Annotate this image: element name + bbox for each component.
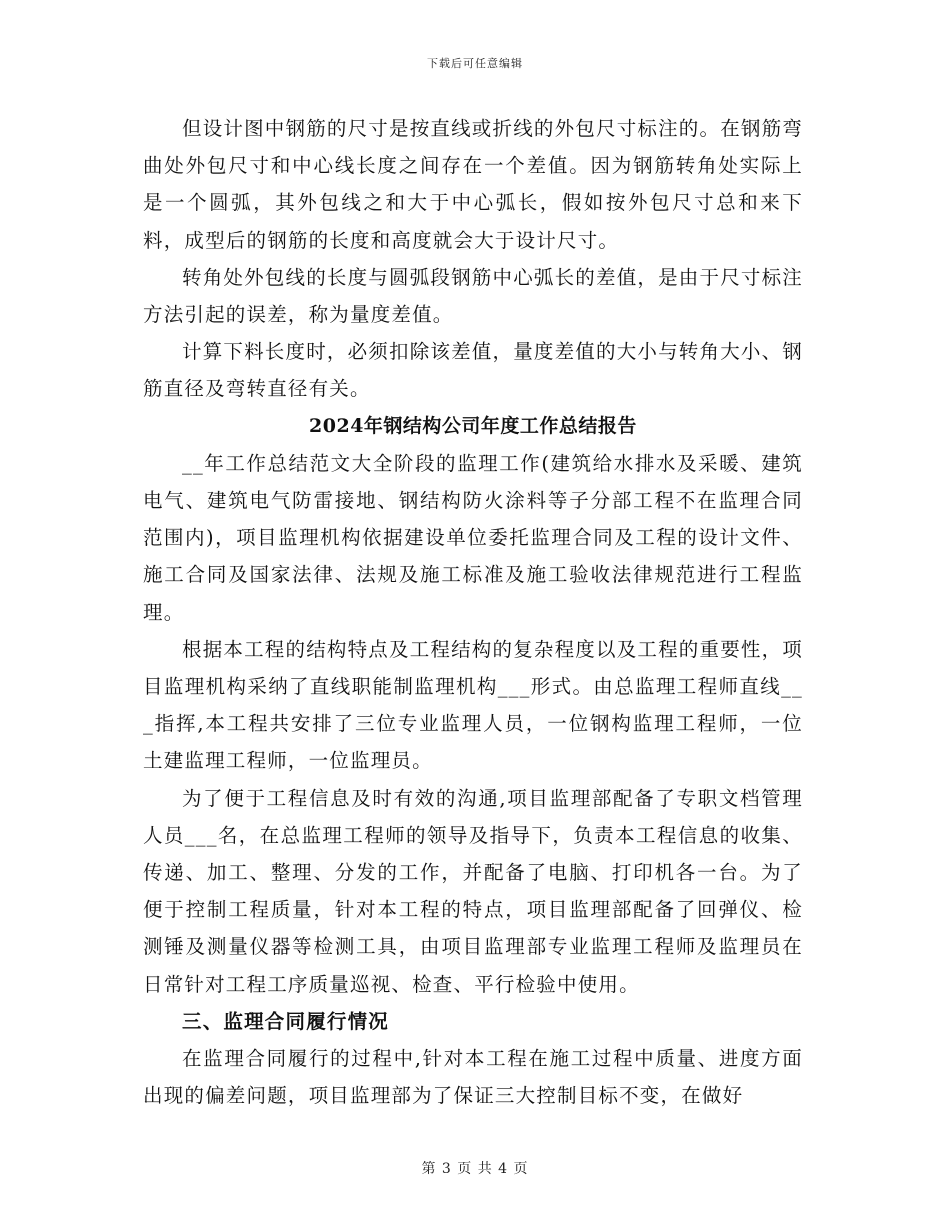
page-header: 下载后可任意编辑 bbox=[427, 57, 523, 70]
section-heading: 三、监理合同履行情况 bbox=[182, 1009, 390, 1033]
paragraph: 转角处外包线的长度与圆弧段钢筋中心弧长的差值，是由于尺寸标注方法引起的误差，称为量度差值。 bbox=[143, 265, 804, 327]
report-title: 2024年钢结构公司年度工作总结报告 bbox=[309, 414, 637, 437]
paragraph: 为了便于工程信息及时有效的沟通,项目监理部配备了专职文档管理人员___名，在总监理工程师的领导及指导下，负责本工程信息的收集、传递、加工、整理、分发的工作，并配备了电脑、打印机各一台。为了便于控制工程质量，针对本工程的特点，项目监理部配备了回弹仪、检测锤及测量仪器等检测工具，由项目监理部专业监理工程师及监理员在日常针对工程工序质量巡视、检查、平行检验中使用。 bbox=[143, 786, 803, 996]
paragraph: __年工作总结范文大全阶段的监理工作(建筑给水排水及采暖、建筑电气、建筑电气防雷接地、钢结构防火涂料等子分部工程不在监理合同范围内)，项目监理机构依据建设单位委托监理合同及工程的设计文件、施工合同及国家法律、法规及施工标准及施工验收法律规范进行工程监理。 bbox=[143, 451, 803, 624]
paragraph: 在监理合同履行的过程中,针对本工程在施工过程中质量、进度方面出现的偏差问题，项目监理部为了保证三大控制目标不变，在做好 bbox=[143, 1047, 803, 1108]
document-body bbox=[143, 110, 803, 1114]
page-footer: 第 3 页 共 4 页 bbox=[421, 1161, 529, 1177]
paragraph: 计算下料长度时，必须扣除该差值，量度差值的大小与转角大小、钢筋直径及弯转直径有关。 bbox=[143, 340, 804, 401]
paragraph: 但设计图中钢筋的尺寸是按直线或折线的外包尺寸标注的。在钢筋弯曲处外包尺寸和中心线长度之间存在一个差值。因为钢筋转角处实际上是一个圆弧，其外包线之和大于中心弧长，假如按外包尺寸总和来下料，成型后的钢筋的长度和高度就会大于设计尺寸。 bbox=[143, 117, 804, 252]
paragraph: 根据本工程的结构特点及工程结构的复杂程度以及工程的重要性，项目监理机构采纳了直线职能制监理机构___形式。由总监理工程师直线___指挥,本工程共安排了三位专业监理人员，一位钢构监理工程师，一位土建监理工程师，一位监理员。 bbox=[143, 637, 804, 773]
